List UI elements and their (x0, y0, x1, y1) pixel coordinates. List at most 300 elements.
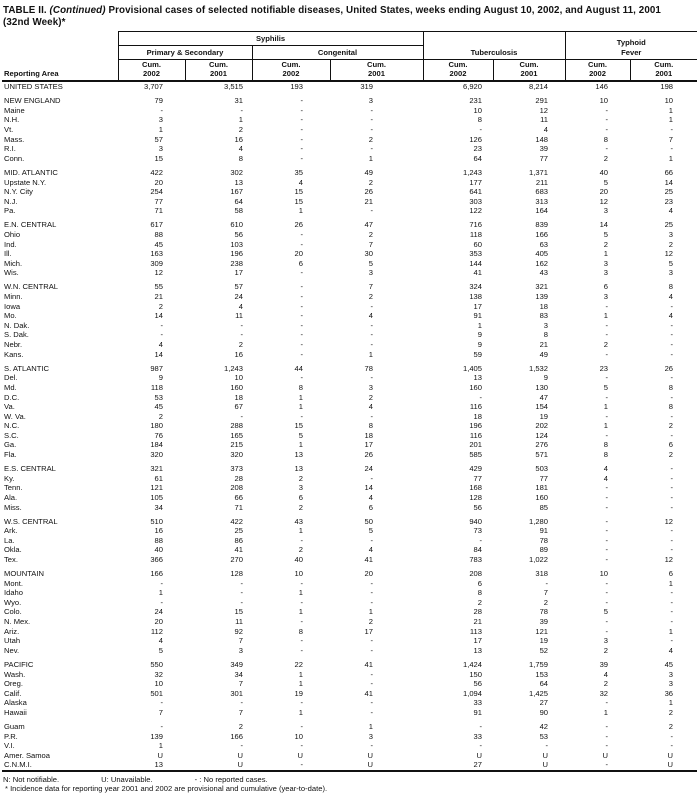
value-cell: 617 (150, 220, 163, 230)
value-cell: 1 (298, 206, 303, 216)
value-cell: 40 (599, 167, 609, 177)
value-cell: 11 (235, 311, 243, 321)
value-cell: 160 (469, 382, 482, 392)
value-cell: - (300, 636, 303, 646)
value-cell: - (605, 516, 609, 526)
reporting-area-cell: R.I. (4, 144, 16, 154)
value-cell: 4 (368, 492, 373, 502)
value-cell: 3 (603, 206, 609, 216)
value-cell: 16 (234, 349, 243, 359)
value-cell: 193 (290, 82, 303, 92)
table-row (2, 240, 697, 250)
table-row (2, 689, 697, 699)
value-cell: 1 (368, 153, 373, 163)
value-cell: 24 (154, 607, 163, 617)
value-cell: 1,094 (462, 688, 482, 698)
reporting-area-cell: Vt. (4, 125, 14, 135)
value-cell: 17 (234, 268, 243, 278)
value-cell: 1 (368, 722, 373, 731)
value-cell: 78 (539, 607, 549, 617)
value-cell: 66 (664, 167, 674, 177)
value-cell: - (605, 535, 609, 545)
value-cell: 138 (469, 292, 482, 302)
value-cell: - (370, 578, 373, 588)
value-cell: - (300, 698, 303, 708)
reporting-area-cell: Md. (4, 382, 17, 392)
value-cell: 164 (535, 206, 549, 216)
value-cell: 3 (668, 679, 674, 689)
value-cell: 4 (238, 301, 243, 311)
reporting-area-cell: N.H. (4, 115, 20, 125)
value-cell: - (300, 617, 303, 627)
value-cell: 2 (368, 617, 373, 627)
value-cell: 43 (294, 516, 303, 526)
value-cell: - (670, 349, 674, 359)
value-cell: - (545, 578, 549, 588)
value-cell: 7 (543, 588, 549, 598)
value-cell: 12 (664, 249, 674, 259)
value-cell: 4 (368, 402, 373, 412)
value-cell: 1 (668, 115, 674, 125)
value-cell: - (670, 741, 674, 751)
value-cell: - (670, 330, 674, 340)
value-cell: - (605, 698, 609, 708)
table-row (2, 503, 697, 513)
value-cell: 6,920 (462, 82, 482, 92)
value-cell: 2 (603, 239, 609, 249)
value-cell: 21 (473, 617, 482, 627)
value-cell: 6 (668, 569, 674, 579)
value-cell: - (670, 535, 674, 545)
value-cell: 2 (298, 502, 303, 512)
value-cell: 53 (539, 731, 549, 741)
value-cell: 180 (150, 421, 163, 431)
value-cell: 5 (668, 258, 674, 268)
value-cell: 8 (668, 402, 674, 412)
value-cell: - (160, 698, 163, 708)
table-row (2, 464, 697, 474)
value-cell: 28 (234, 473, 243, 483)
table-row (2, 364, 697, 374)
value-cell: 301 (230, 688, 243, 698)
value-cell: 41 (364, 555, 373, 564)
value-cell: 8 (668, 382, 674, 392)
value-cell: - (370, 645, 373, 655)
value-cell: 23 (473, 144, 482, 154)
table-row (2, 517, 697, 527)
reporting-area-cell: Colo. (4, 607, 22, 617)
value-cell: 5 (603, 607, 609, 617)
value-cell: 52 (539, 645, 549, 655)
reporting-area-cell: S. ATLANTIC (4, 363, 50, 373)
value-cell: - (605, 545, 609, 555)
value-cell: U (367, 750, 373, 760)
value-cell: 313 (535, 196, 549, 206)
value-cell: 309 (150, 258, 163, 268)
reporting-area-cell: Wyo. (4, 597, 22, 607)
value-cell: 5 (158, 645, 163, 655)
value-cell: - (670, 588, 674, 598)
reporting-area-cell: N.J. (4, 196, 18, 206)
value-cell: 41 (364, 688, 373, 698)
value-cell: 10 (664, 96, 674, 106)
reporting-area-cell: E.N. CENTRAL (4, 220, 57, 230)
table-row (2, 474, 697, 484)
value-cell: 121 (535, 626, 549, 636)
value-cell: 1 (298, 607, 303, 617)
table-title (0, 0, 699, 28)
reporting-area-cell: Ga. (4, 440, 17, 450)
value-cell: 320 (150, 450, 163, 460)
value-cell: 7 (368, 239, 373, 249)
value-cell: 139 (150, 731, 163, 741)
table-row (2, 607, 697, 617)
value-cell: 39 (539, 617, 549, 627)
value-cell: 1 (668, 698, 674, 708)
table-row (2, 106, 697, 116)
value-cell: 84 (473, 545, 482, 555)
value-cell: 28 (473, 607, 482, 617)
value-cell: 2 (368, 230, 373, 239)
table-row (2, 493, 697, 503)
reporting-area-cell: Del. (4, 373, 18, 383)
reporting-area-cell: Mont. (4, 578, 23, 588)
value-cell: 3 (158, 144, 163, 154)
reporting-area-cell: Pa. (4, 206, 16, 216)
value-cell: - (605, 492, 609, 502)
value-cell: 49 (539, 349, 549, 359)
value-cell: 2 (238, 340, 243, 350)
value-cell: 73 (473, 526, 482, 536)
value-cell: 4 (298, 177, 303, 187)
value-cell: 198 (660, 82, 674, 92)
value-cell: 121 (150, 483, 163, 493)
value-cell: 8 (298, 626, 303, 636)
table-row (2, 292, 697, 302)
value-cell: - (370, 411, 373, 421)
value-cell: 56 (473, 679, 482, 689)
value-cell: 503 (535, 464, 549, 474)
value-cell: 77 (473, 473, 482, 483)
value-cell: 39 (599, 659, 609, 669)
value-cell: 21 (154, 292, 163, 302)
value-cell: 14 (599, 220, 609, 230)
reporting-area-cell: NEW ENGLAND (4, 96, 61, 106)
value-cell: - (300, 105, 303, 115)
value-cell: 61 (154, 473, 163, 483)
table-row (2, 81, 697, 92)
table-row (2, 698, 697, 708)
value-cell: 53 (154, 392, 163, 402)
value-cell: 1 (603, 249, 609, 259)
value-cell: U (542, 750, 549, 760)
value-cell: - (605, 330, 609, 340)
value-cell: - (670, 430, 674, 440)
value-cell: 1 (298, 526, 303, 536)
value-cell: 571 (535, 450, 549, 460)
value-cell: 3,707 (143, 82, 163, 92)
value-cell: 88 (154, 230, 163, 239)
value-cell: 168 (469, 483, 482, 493)
footnote-no-reported-cases: - : No reported cases. (194, 774, 268, 784)
value-cell: 128 (230, 569, 243, 579)
reporting-area-cell: Tex. (4, 555, 18, 564)
value-cell: 60 (473, 239, 482, 249)
value-cell: - (370, 105, 373, 115)
value-cell: - (300, 597, 303, 607)
value-cell: U (237, 750, 243, 760)
value-cell: 139 (535, 292, 549, 302)
reporting-area-cell: V.I. (4, 741, 15, 751)
reporting-area-cell: E.S. CENTRAL (4, 464, 56, 474)
value-cell: 6 (368, 502, 373, 512)
value-cell: - (300, 349, 303, 359)
value-cell: 76 (154, 430, 163, 440)
reporting-area-cell: N. Dak. (4, 320, 30, 330)
reporting-area-cell: Ohio (4, 230, 21, 239)
value-cell: - (605, 483, 609, 493)
value-cell: 66 (234, 492, 243, 502)
table-row (2, 679, 697, 689)
value-cell: 6 (298, 258, 303, 268)
value-cell: 43 (539, 268, 549, 278)
value-cell: - (300, 96, 303, 106)
value-cell: 501 (150, 688, 163, 698)
value-cell: 9 (158, 373, 163, 383)
table-row (2, 197, 697, 207)
value-cell: 85 (539, 502, 549, 512)
table-row (2, 440, 697, 450)
value-cell: 1 (238, 115, 243, 125)
value-cell: 3 (158, 115, 163, 125)
value-cell: - (605, 144, 609, 154)
value-cell: 160 (535, 492, 549, 502)
table-row (2, 598, 697, 608)
value-cell: 319 (360, 82, 373, 92)
value-cell: 144 (469, 258, 482, 268)
value-cell: 26 (364, 450, 373, 460)
reporting-area-cell: S.C. (4, 430, 19, 440)
value-cell: - (605, 578, 609, 588)
value-cell: 57 (234, 282, 243, 292)
value-cell: 4 (668, 206, 674, 216)
value-cell: 15 (294, 421, 303, 431)
reporting-area-cell: Minn. (4, 292, 23, 302)
value-cell: - (160, 722, 163, 731)
reporting-area-cell: W.N. CENTRAL (4, 282, 59, 292)
reporting-area-cell: Ind. (4, 239, 17, 249)
value-cell: 122 (469, 206, 482, 216)
value-cell: 20 (154, 177, 163, 187)
table-row (2, 483, 697, 493)
value-cell: 126 (469, 134, 482, 144)
value-cell: - (300, 239, 303, 249)
value-cell: 10 (234, 373, 243, 383)
reporting-area-cell: Wash. (4, 669, 26, 679)
value-cell: 24 (234, 292, 243, 302)
value-cell: 7 (368, 282, 373, 292)
value-cell: 429 (469, 464, 482, 474)
value-cell: - (370, 330, 373, 340)
value-cell: - (670, 125, 674, 135)
value-cell: 2 (238, 125, 243, 135)
value-cell: 1,424 (462, 659, 482, 669)
value-cell: 3 (603, 268, 609, 278)
reporting-area-cell: Hawaii (4, 707, 27, 717)
tuberculosis-group-header: Tuberculosis (423, 32, 565, 60)
value-cell: 71 (154, 206, 163, 216)
value-cell: 113 (469, 626, 482, 636)
value-cell: 10 (599, 569, 609, 579)
value-cell: - (300, 134, 303, 144)
value-cell: 5 (603, 230, 609, 239)
reporting-area-cell: Iowa (4, 301, 21, 311)
value-cell: 34 (234, 669, 243, 679)
value-cell: 13 (473, 373, 482, 383)
value-cell: 202 (535, 421, 549, 431)
value-cell: 9 (543, 373, 549, 383)
value-cell: 184 (150, 440, 163, 450)
value-cell: - (370, 669, 373, 679)
value-cell: - (605, 526, 609, 536)
reporting-area-cell: C.N.M.I. (2, 760, 118, 771)
value-cell: - (370, 340, 373, 350)
value-cell: 1 (368, 349, 373, 359)
value-cell: - (300, 282, 303, 292)
value-cell: - (240, 698, 243, 708)
value-cell: 78 (539, 535, 549, 545)
value-cell: 321 (535, 282, 549, 292)
value-cell: 6 (477, 578, 482, 588)
value-cell: 196 (230, 249, 243, 259)
value-cell: 2 (368, 392, 373, 402)
value-cell: 4 (543, 125, 549, 135)
reporting-area-header: Reporting Area (2, 32, 118, 82)
reporting-area-cell: La. (4, 535, 15, 545)
value-cell: 13 (294, 450, 303, 460)
value-cell: 291 (535, 96, 549, 106)
value-cell: - (370, 741, 373, 751)
value-cell: 130 (535, 382, 549, 392)
reporting-area-cell: P.R. (4, 731, 18, 741)
table-row (2, 311, 697, 321)
value-cell: 3 (543, 320, 549, 330)
value-cell: - (605, 731, 609, 741)
value-cell: 41 (234, 545, 243, 555)
reporting-area-cell: Utah (4, 636, 21, 646)
value-cell: 45 (154, 239, 163, 249)
value-cell: 10 (294, 569, 303, 579)
value-cell: 90 (539, 707, 549, 717)
value-cell: 18 (539, 301, 549, 311)
value-cell: - (670, 483, 674, 493)
table-row (2, 569, 697, 579)
table-row (2, 412, 697, 422)
value-cell: 201 (469, 440, 482, 450)
footnote-unavailable: U: Unavailable. (101, 774, 153, 784)
table-row (2, 135, 697, 145)
value-cell: 4 (603, 669, 609, 679)
value-cell: 320 (230, 450, 243, 460)
reporting-area-cell: PACIFIC (4, 659, 34, 669)
value-cell: 33 (473, 731, 482, 741)
value-cell: - (240, 330, 243, 340)
value-cell: - (605, 320, 609, 330)
value-cell: 2 (668, 722, 674, 731)
reporting-area-cell: UNITED STATES (4, 82, 63, 92)
value-cell: - (605, 373, 609, 383)
reporting-area-cell: Nev. (4, 645, 20, 655)
value-cell: 4 (368, 311, 373, 321)
value-cell: 14 (154, 311, 163, 321)
value-cell: - (252, 760, 330, 771)
value-cell: 166 (535, 230, 549, 239)
value-cell: 177 (469, 177, 482, 187)
value-cell: 86 (234, 535, 243, 545)
value-cell: 2 (368, 292, 373, 302)
value-cell: 13 (118, 760, 185, 771)
value-cell: 1 (298, 679, 303, 689)
value-cell: 8 (368, 421, 373, 431)
value-cell: 2 (477, 597, 482, 607)
value-cell: 105 (150, 492, 163, 502)
value-cell: 13 (473, 645, 482, 655)
value-cell: 162 (535, 258, 549, 268)
reporting-area-cell: S. Dak. (4, 330, 29, 340)
value-cell: - (240, 741, 243, 751)
reporting-area-cell: Mo. (4, 311, 17, 321)
value-cell: - (670, 373, 674, 383)
value-cell: 7 (158, 707, 163, 717)
value-cell: - (605, 597, 609, 607)
value-cell: - (370, 588, 373, 598)
value-cell: - (605, 125, 609, 135)
value-cell: 208 (469, 569, 482, 579)
value-cell: 57 (154, 134, 163, 144)
value-cell: 27 (539, 698, 549, 708)
value-cell: 26 (664, 363, 674, 373)
value-cell: 10 (294, 731, 303, 741)
value-cell: 112 (150, 626, 163, 636)
value-cell: - (479, 392, 482, 402)
value-cell: - (370, 679, 373, 689)
value-cell: 24 (364, 464, 373, 474)
congenital-header: Congenital (252, 46, 423, 60)
table-title-continued: (Continued) (49, 5, 106, 16)
value-cell: 19 (539, 411, 549, 421)
table-row (2, 178, 697, 188)
value-cell: 4 (158, 340, 163, 350)
value-cell: - (300, 311, 303, 321)
col-header-cum-2002-4: Cum. 2002 (423, 60, 493, 82)
value-cell: 36 (664, 688, 674, 698)
reporting-area-cell: N. Mex. (4, 617, 31, 627)
value-cell: 783 (469, 555, 482, 564)
value-cell: 2 (158, 301, 163, 311)
value-cell: 20 (364, 569, 373, 579)
value-cell: 2 (668, 450, 674, 460)
value-cell: - (670, 545, 674, 555)
value-cell: 324 (469, 282, 482, 292)
value-cell: 4 (668, 292, 674, 302)
table-row (2, 268, 697, 278)
value-cell: 1,022 (529, 555, 549, 564)
value-cell: 940 (469, 516, 482, 526)
value-cell: 8 (238, 153, 243, 163)
value-cell: 20 (294, 249, 303, 259)
value-cell: 7 (238, 636, 243, 646)
value-cell: U (185, 760, 252, 771)
